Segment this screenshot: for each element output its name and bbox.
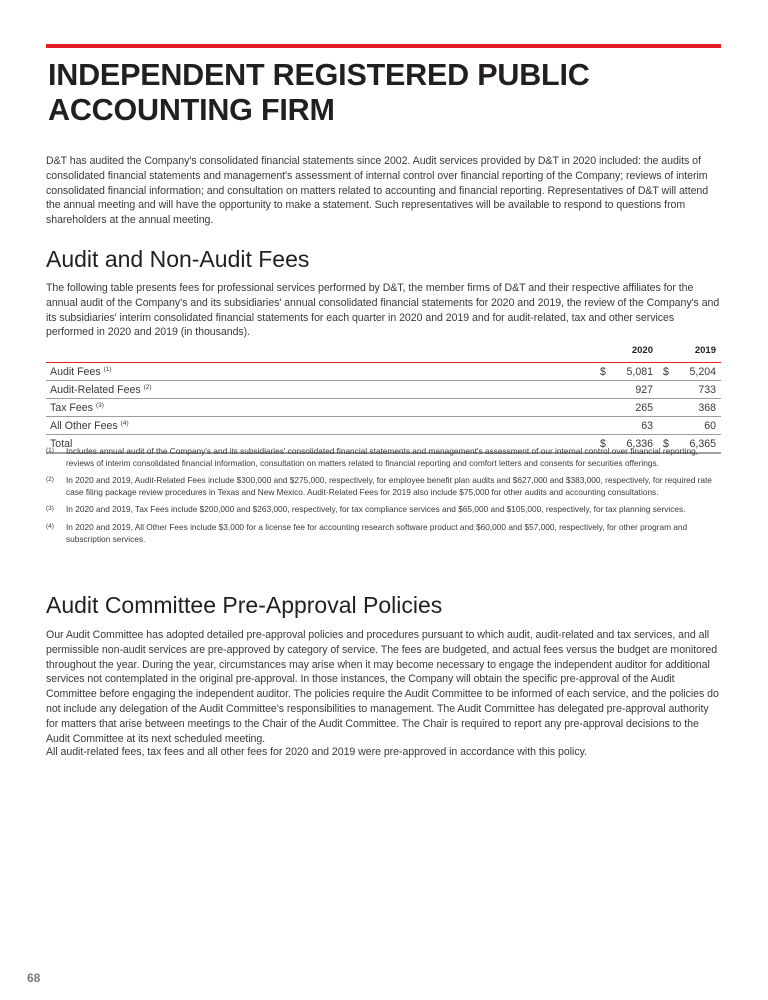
footnote-text: In 2020 and 2019, All Other Fees include $3,000 for a license fee for accounting research software product and $60,000 and $57,000, respectively, for other program and subscription services. — [66, 521, 688, 544]
table-row — [46, 363, 721, 381]
footnote-text: In 2020 and 2019, Tax Fees include $200,000 and $263,000, respectively, for tax compliance services and $65,000 and $105,000, respectively, for tax planning services. — [66, 504, 686, 515]
footnote-ref: (3) — [95, 401, 104, 409]
table-row — [46, 399, 721, 417]
row-label: Tax Fees — [50, 401, 93, 414]
row-label: Total — [50, 437, 73, 450]
top-accent-rule — [46, 44, 721, 48]
footnotes — [46, 446, 722, 551]
fees-heading: Audit and Non-Audit Fees — [46, 246, 310, 272]
value-2020: 265 — [635, 401, 653, 414]
value-2020: 63 — [641, 419, 653, 432]
footnote-marker: (3) — [46, 505, 54, 513]
row-label: All Other Fees — [50, 419, 118, 432]
dollar-sign: $ — [663, 437, 669, 450]
page-number: 68 — [27, 971, 41, 985]
footnote-marker: (1) — [46, 447, 54, 454]
column-header-label — [46, 343, 595, 363]
table-row — [46, 417, 721, 435]
policy-heading: Audit Committee Pre-Approval Policies — [46, 592, 443, 618]
value-2019: 368 — [698, 401, 716, 414]
footnote — [46, 475, 722, 498]
footnote — [46, 504, 722, 516]
footnote-ref: (4) — [120, 419, 129, 427]
footnote-marker: (4) — [46, 522, 54, 530]
fees-table — [46, 343, 721, 454]
policy-closing-paragraph: All audit-related fees, tax fees and all other fees for 2020 and 2019 were pre-approved in accordance with this policy. — [46, 746, 587, 758]
footnote-text: In 2020 and 2019, Audit-Related Fees include $300,000 and $275,000, respectively, for employee benefit plan audits and $627,000 and $383,000, respectively, for required rate case filing package review procedures in Texas and New Mexico. Audit-Related Fees for 2019 also include $75,000 for other audits and accounting consultations. — [66, 475, 712, 497]
footnote-ref: (1) — [103, 365, 112, 373]
footnote — [46, 446, 722, 469]
row-label: Audit Fees — [50, 365, 101, 378]
page-title: INDEPENDENT REGISTERED PUBLIC ACCOUNTING FIRM — [48, 58, 590, 127]
footnote-text: Includes annual audit of the Company's and its subsidiaries' consolidated financial statements and management's assessment of our internal control over financial reporting, reviews of interim consolidated financial information, consultation on matters related to financial reporting and comfort letters and consents for securities offerings. — [66, 446, 698, 468]
value-2020: 927 — [635, 383, 653, 396]
column-header-2019: 2019 — [658, 343, 721, 363]
value-2019: 60 — [704, 419, 716, 432]
table-header-row — [46, 343, 721, 363]
value-2020: 5,081 — [626, 365, 653, 378]
value-2019: 6,365 — [689, 437, 716, 450]
value-2019: 733 — [698, 383, 716, 396]
value-2019: 5,204 — [689, 365, 716, 378]
dollar-sign: $ — [600, 365, 606, 378]
dollar-sign: $ — [600, 437, 606, 450]
dollar-sign: $ — [663, 365, 669, 378]
footnote-ref: (2) — [143, 383, 152, 391]
intro-paragraph: D&T has audited the Company's consolidated financial statements since 2002. Audit services provided by D&T in 2020 included: the audits of consolidated financial statements and management's assessment of internal control over financial reporting of the Company; reviews of interim consolidated financial information; and consultation on matters related to accounting and financial reporting. Representatives of D&T will attend the annual meeting and will have the opportunity to make a statement. Such representatives will be available to respond to questions from shareholders at the annual meeting. — [46, 155, 709, 227]
policy-paragraph: Our Audit Committee has adopted detailed pre-approval policies and procedures pursuant to which audit, audit-related and tax services, and all permissible non-audit services are pre-approved by category of service. The fees are budgeted, and actual fees versus the budget are monitored throughout the year. During the year, circumstances may arise when it may become necessary to engage the independent auditor for additional services not contemplated in the original pre-approval. In those instances, the Company will obtain the specific pre-approval of the Audit Committee before engaging the independent auditor. The policies require the Audit Committee to be informed of each service, and the policies do not include any delegation of the Audit Committee's responsibilities to management. The Audit Committee has delegated pre-approval authority for matters that arise between meetings to the Chair of the Audit Committee. The Chair is required to report any pre-approval decisions to the Audit Committee at its next scheduled meeting. — [46, 629, 719, 745]
footnote — [46, 522, 722, 545]
row-label: Audit-Related Fees — [50, 383, 141, 396]
column-header-2020: 2020 — [595, 343, 658, 363]
table-row — [46, 381, 721, 399]
footnote-marker: (2) — [46, 476, 54, 484]
value-2020: 6,336 — [626, 437, 653, 450]
fees-intro-paragraph: The following table presents fees for professional services performed by D&T, the member firms of D&T and their respective affiliates for the annual audit of the Company's and its subsidiaries' annual consolidated financial statements for 2020 and 2019, the review of the Company's and its subsidiaries' interim consolidated financial statements for each quarter in 2020 and 2019 and for audit-related, tax and other services performed in 2020 and 2019 (in thousands). — [46, 282, 720, 339]
